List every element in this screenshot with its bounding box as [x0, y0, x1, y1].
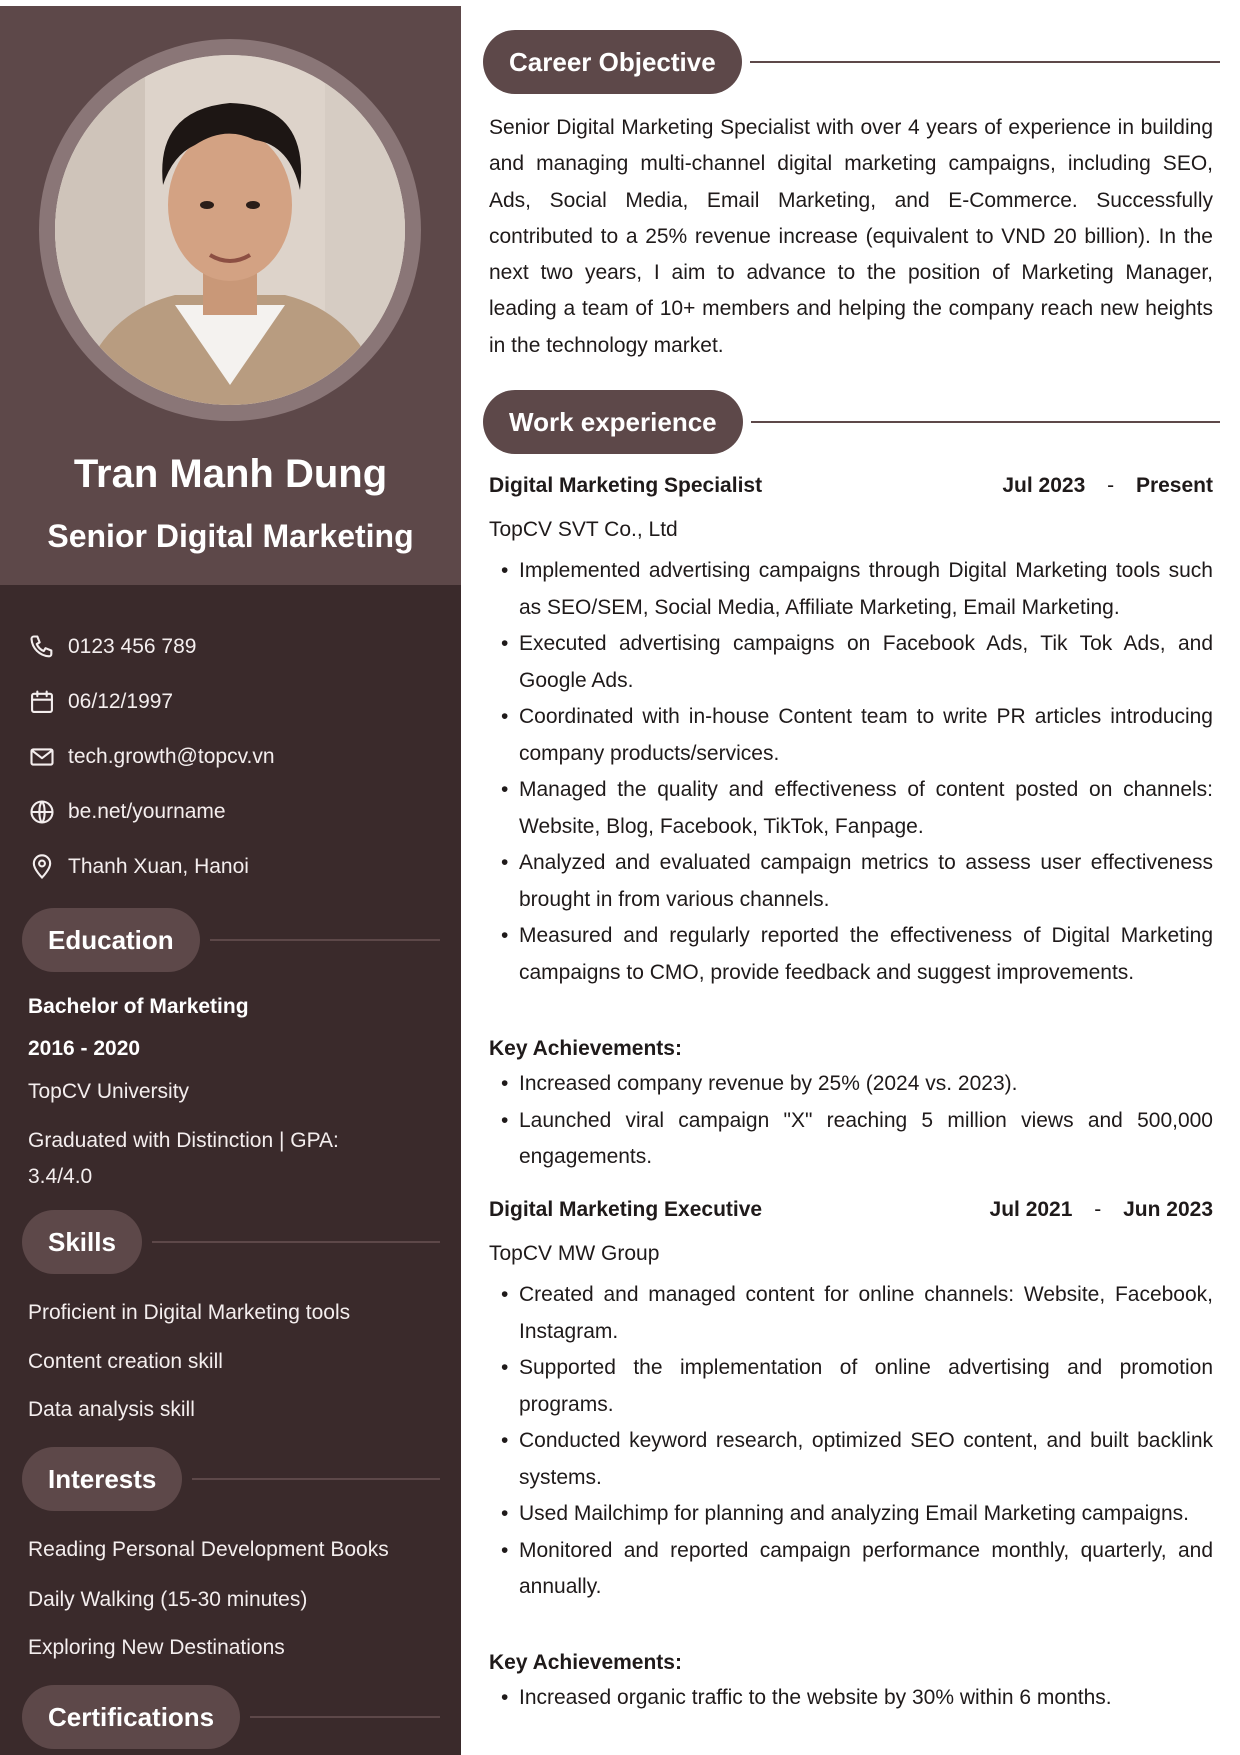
job-header: [489, 1198, 1213, 1222]
job-title: Digital Marketing Executive: [489, 1198, 763, 1221]
interests-heading: Interests: [22, 1447, 182, 1511]
avatar-frame: [39, 39, 421, 421]
interest-item: Reading Personal Development Books: [28, 1538, 389, 1561]
education-note: Graduated with Distinction | GPA: 3.4/4.0: [28, 1129, 339, 1188]
list-item: • Launched viral campaign "X" reaching 5 million views and 500,000 engagements.: [501, 1103, 1213, 1176]
skill-item: Proficient in Digital Marketing tools: [28, 1301, 351, 1324]
list-item: • Measured and regularly reported the effectiveness of Digital Marketing campaigns to CMO, provide feedback and suggest improvements.: [501, 918, 1213, 991]
achievements-label: Key Achievements:: [489, 1651, 682, 1674]
skill-item: Data analysis skill: [28, 1398, 195, 1421]
interest-item: Exploring New Destinations: [28, 1636, 285, 1659]
certifications-heading: Certifications: [22, 1685, 240, 1749]
education-degree: Bachelor of Marketing: [28, 995, 249, 1018]
job-responsibilities: [501, 1277, 1213, 1606]
contact-location-text: Thanh Xuan, Hanoi: [68, 854, 249, 878]
interests-section-heading: [22, 1447, 440, 1511]
interest-item: Daily Walking (15-30 minutes): [28, 1588, 308, 1611]
avatar: [55, 55, 405, 405]
contact-email-text: tech.growth@topcv.vn: [68, 744, 275, 768]
heading-divider: [152, 1241, 440, 1243]
heading-divider: [192, 1478, 440, 1480]
list-item: • Used Mailchimp for planning and analyzing Email Marketing campaigns.: [501, 1496, 1213, 1533]
heading-divider: [210, 939, 440, 941]
list-item: • Coordinated with in-house Content team to write PR articles introducing company products/services.: [501, 699, 1213, 772]
profile-header: [0, 6, 461, 585]
contact-website-text: be.net/yourname: [68, 799, 226, 823]
list-item: • Supported the implementation of online advertising and promotion programs.: [501, 1350, 1213, 1423]
interests-list: [28, 1538, 389, 1660]
contact-list: [28, 619, 275, 894]
job-responsibilities: [501, 553, 1213, 991]
certifications-section-heading: [22, 1685, 440, 1749]
objective-heading: Career Objective: [483, 30, 742, 94]
list-item: • Conducted keyword research, optimized SEO content, and built backlink systems.: [501, 1423, 1213, 1496]
job-achievements: [501, 1680, 1213, 1717]
skills-heading: Skills: [22, 1210, 142, 1274]
job-dates: [990, 1198, 1213, 1222]
list-item: • Managed the quality and effectiveness of content posted on channels: Website, Blog, Facebook, TikTok, Fanpage.: [501, 772, 1213, 845]
contact-birthday-text: 06/12/1997: [68, 689, 174, 713]
contact-phone: [28, 619, 275, 674]
sidebar: [0, 6, 461, 1755]
education-heading: Education: [22, 908, 200, 972]
list-item: • Analyzed and evaluated campaign metrics to assess user effectiveness brought in from various channels.: [501, 845, 1213, 918]
list-item: • Increased company revenue by 25% (2024 vs. 2023).: [501, 1066, 1213, 1103]
list-item: • Created and managed content for online channels: Website, Facebook, Instagram.: [501, 1277, 1213, 1350]
job-company: TopCV SVT Co., Ltd: [489, 518, 678, 541]
job-dates: [1002, 474, 1213, 498]
job-start: Jul 2021: [989, 1198, 1073, 1221]
objective-text: Senior Digital Marketing Specialist with over 4 years of experience in building and managing multi-channel digital marketing campaigns, including SEO, Ads, Social Media, Email Marketing, and E-Commerce. Successfully contributed to a 25% revenue increase (equivalent to VND 20 billion). In the next two years, I aim to advance to the position of Marketing Manager, leading a team of 10+ members and helping the company reach new heights in the technology market.: [489, 116, 1213, 357]
contact-birthday: [28, 674, 275, 729]
education-years: 2016 - 2020: [28, 1037, 141, 1060]
skills-section-heading: [22, 1210, 440, 1274]
education-section-heading: [22, 908, 440, 972]
avatar-illustration: [55, 55, 405, 405]
heading-divider: [750, 61, 1220, 63]
phone-icon: [28, 633, 56, 661]
job-header: [489, 474, 1213, 498]
heading-divider: [751, 421, 1220, 423]
globe-icon: [28, 798, 56, 826]
job-start: Jul 2023: [1002, 474, 1086, 497]
contact-phone-text: 0123 456 789: [68, 634, 197, 658]
location-pin-icon: [28, 853, 56, 881]
calendar-icon: [28, 688, 56, 716]
profile-role: Senior Digital Marketing: [47, 518, 414, 554]
experience-heading: Work experience: [483, 390, 743, 454]
contact-email: [28, 729, 275, 784]
experience-section-heading: [483, 390, 1220, 454]
job-title: Digital Marketing Specialist: [489, 474, 763, 497]
mail-icon: [28, 743, 56, 771]
heading-divider: [250, 1716, 440, 1718]
list-item: • Monitored and reported campaign performance monthly, quarterly, and annually.: [501, 1533, 1213, 1606]
job-achievements: [501, 1066, 1213, 1176]
list-item: • Increased organic traffic to the website by 30% within 6 months.: [501, 1680, 1213, 1717]
skill-item: Content creation skill: [28, 1350, 223, 1373]
list-item: • Implemented advertising campaigns through Digital Marketing tools such as SEO/SEM, Social Media, Affiliate Marketing, Email Marketing.: [501, 553, 1213, 626]
job-end: Present: [1135, 474, 1213, 497]
job-end: Jun 2023: [1123, 1198, 1213, 1221]
contact-location: [28, 839, 275, 894]
objective-section-heading: [483, 30, 1220, 94]
contact-website: [28, 784, 275, 839]
profile-name: Tran Manh Dung: [73, 452, 388, 496]
date-separator: -: [1094, 1198, 1102, 1221]
list-item: • Executed advertising campaigns on Facebook Ads, Tik Tok Ads, and Google Ads.: [501, 626, 1213, 699]
education-school: TopCV University: [28, 1080, 190, 1103]
job-company: TopCV MW Group: [489, 1242, 660, 1265]
achievements-label: Key Achievements:: [489, 1037, 682, 1060]
date-separator: -: [1107, 474, 1115, 497]
skills-list: [28, 1301, 350, 1422]
